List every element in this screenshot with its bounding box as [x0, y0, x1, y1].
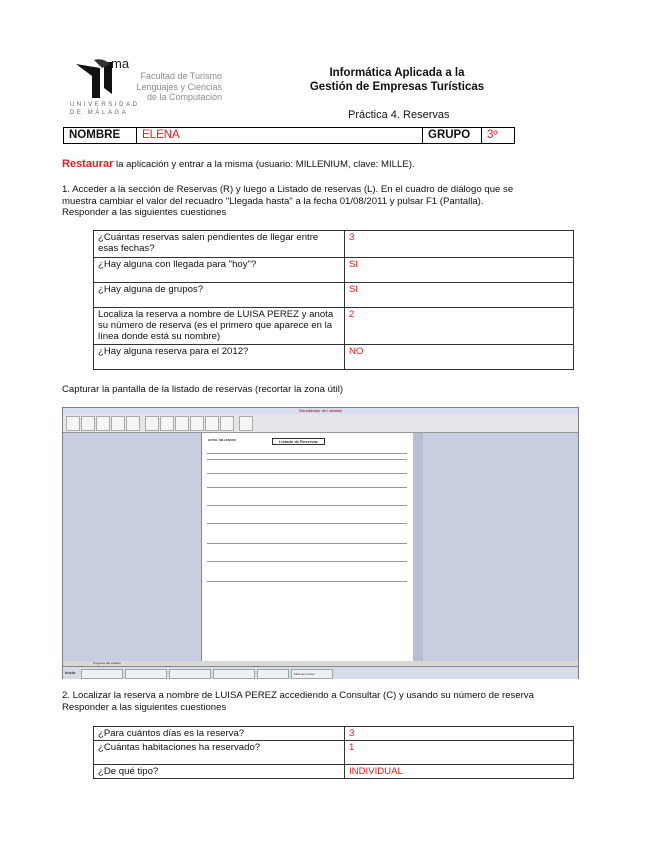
toolbar-button[interactable] — [126, 416, 140, 431]
course-title: Informática Aplicada a la Gestión de Empresas Turísticas — [309, 67, 485, 93]
section1-table — [93, 230, 574, 370]
question-cell: ¿Hay alguna con llegada para "hoy"? — [94, 258, 345, 283]
toolbar-button[interactable] — [205, 416, 219, 431]
table-row — [94, 283, 574, 308]
toolbar-button[interactable] — [239, 416, 253, 431]
start-button[interactable]: Inicio — [65, 670, 76, 675]
answer-cell[interactable]: 2 — [345, 308, 574, 345]
answer-cell[interactable]: INDIVIDUAL — [345, 765, 574, 779]
table-row — [94, 258, 574, 283]
toolbar — [63, 414, 578, 433]
table-row — [94, 727, 574, 741]
taskbar-item[interactable] — [169, 669, 211, 679]
table-row — [94, 741, 574, 765]
toolbar-button[interactable] — [145, 416, 159, 431]
toolbar-button[interactable] — [220, 416, 234, 431]
toolbar-button[interactable] — [66, 416, 80, 431]
table-row — [94, 765, 574, 779]
taskbar-item[interactable]: Millenium Hotel — [291, 669, 333, 679]
section1-instructions: 1. Acceder a la sección de Reservas (R) y luego a Listado de reservas (L). En el cuadro de diálogo que se muestra cambiar el valor del recuadro "Llegada hasta" a la fecha 01/08/2011 y pulsar F1 (Pantalla). Responder a las siguientes cuestiones — [62, 184, 514, 219]
intro-instruction: Restaurar la aplicación y entrar a la misma (usuario: MILLENIUM, clave: MILLE). — [62, 158, 415, 170]
section2-table — [93, 726, 574, 779]
taskbar-item[interactable] — [81, 669, 123, 679]
question-cell: ¿Cuántas reservas salen pendientes de llegar entre esas fechas? — [94, 231, 345, 258]
toolbar-button[interactable] — [81, 416, 95, 431]
practice-title: Práctica 4. Reservas — [348, 109, 450, 121]
window-title: Visualizador de Listados — [63, 408, 578, 414]
answer-cell[interactable]: 1 — [345, 741, 574, 765]
report-viewer — [63, 433, 578, 661]
question-cell: ¿Para cuántos días es la reserva? — [94, 727, 345, 741]
table-row — [94, 308, 574, 345]
group-label: GRUPO — [423, 128, 482, 143]
question-cell: ¿De qué tipo? — [94, 765, 345, 779]
hotel-name: HOTEL MILLENIUM — [208, 438, 236, 442]
scrollbar[interactable] — [413, 433, 423, 661]
status-bar: Progreso del Listado — [63, 661, 578, 666]
group-field[interactable]: 3º — [487, 129, 498, 141]
table-row — [94, 344, 574, 369]
name-label: NOMBRE — [64, 128, 137, 143]
answer-cell[interactable]: SI — [345, 283, 574, 308]
taskbar — [63, 666, 578, 679]
taskbar-item[interactable] — [125, 669, 167, 679]
answer-cell[interactable]: 3 — [345, 727, 574, 741]
toolbar-button[interactable] — [175, 416, 189, 431]
toolbar-button[interactable] — [111, 416, 125, 431]
answer-cell[interactable]: NO — [345, 344, 574, 369]
report-title: Listado de Reservas — [272, 438, 325, 445]
toolbar-button[interactable] — [160, 416, 174, 431]
faculty-name: Facultad de Turismo Lenguajes y Ciencias de la Computación — [136, 71, 222, 102]
report-page — [201, 433, 415, 661]
capture-instruction: Capturar la pantalla de la listado de reservas (recortar la zona útil) — [62, 384, 344, 395]
toolbar-button[interactable] — [96, 416, 110, 431]
section2-instructions: 2. Localizar la reserva a nombre de LUISA PEREZ accediendo a Consultar (C) y usando su número de reserva Responder a las siguientes cuestiones — [62, 690, 534, 713]
report-screenshot — [62, 407, 579, 679]
toolbar-button[interactable] — [190, 416, 204, 431]
restaurar-keyword: Restaurar — [62, 158, 114, 170]
name-field[interactable]: ELENA — [137, 128, 423, 143]
answer-cell[interactable]: SI — [345, 258, 574, 283]
taskbar-item[interactable] — [257, 669, 289, 679]
table-row — [94, 231, 574, 258]
question-cell: Localiza la reserva a nombre de LUISA PEREZ y anota su número de reserva (es el primero que aparece en la línea donde está su nombre) — [94, 308, 345, 345]
logo-text: ma — [111, 56, 130, 71]
university-name: UNIVERSIDAD DE MÁLAGA — [70, 102, 140, 116]
question-cell: ¿Hay alguna reserva para el 2012? — [94, 344, 345, 369]
student-info-bar — [63, 127, 515, 144]
answer-cell[interactable]: 3 — [345, 231, 574, 258]
question-cell: ¿Cuántas habitaciones ha reservado? — [94, 741, 345, 765]
question-cell: ¿Hay alguna de grupos? — [94, 283, 345, 308]
taskbar-item[interactable] — [213, 669, 255, 679]
